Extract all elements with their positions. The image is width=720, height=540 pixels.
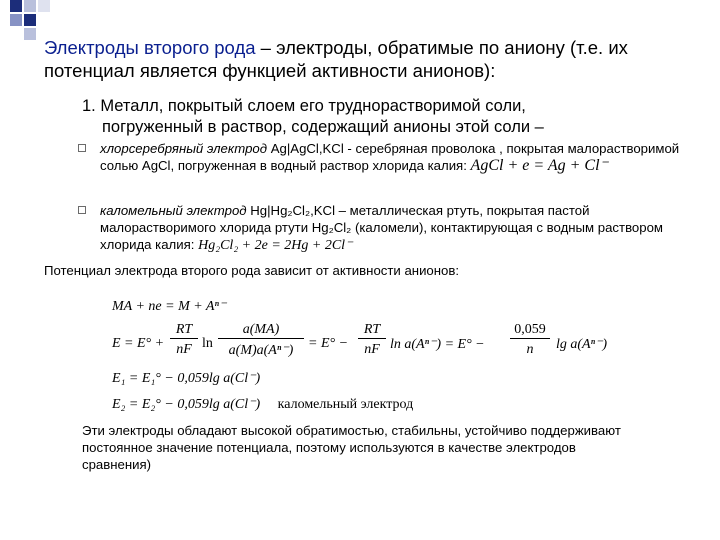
equation-calomel-label: каломельный электрод bbox=[277, 397, 414, 412]
electrode-name: каломельный электрод bbox=[100, 203, 247, 218]
decor-square bbox=[24, 28, 36, 40]
nernst-ln-2: ln a(Aⁿ⁻) = E° − bbox=[390, 337, 485, 352]
nernst-ln: ln bbox=[202, 336, 213, 351]
nernst-denominator: a(M)a(Aⁿ⁻) bbox=[228, 343, 294, 358]
decor-square bbox=[24, 0, 36, 12]
bullet-calomel bbox=[78, 202, 698, 254]
equation-calomel bbox=[112, 396, 413, 413]
nernst-lhs: E = E° + bbox=[112, 336, 165, 351]
nernst-coefficient: 0,059 bbox=[510, 322, 550, 339]
decor-square bbox=[10, 14, 22, 26]
equation-calomel-text: E₂ = E₂° − 0,059lg a(Cl⁻) bbox=[112, 397, 261, 412]
electrode-formula: Ag|AgCl,KCl bbox=[267, 141, 344, 156]
electrode-desc: – металлическая ртуть, покрытая пастой малорастворимого хлорида ртути Hg₂Cl₂ (каломели), контактирующая с водным раствором хлорида калия: bbox=[100, 203, 663, 252]
title-term: Электроды второго рода bbox=[44, 37, 256, 58]
reaction-equation: Hg₂Cl₂ + 2e = 2Hg + 2Cl⁻ bbox=[198, 238, 353, 253]
conclusion-text: Эти электроды обладают высокой обратимостью, стабильны, устойчиво поддерживают постоянное значение потенциала, поэтому используются в качестве электродов сравнения) bbox=[82, 423, 621, 472]
square-bullet-icon bbox=[78, 206, 86, 214]
nernst-numerator: a(MA) bbox=[218, 322, 304, 339]
electrode-name: хлорсеребряный электрод bbox=[100, 141, 268, 156]
point-1-line1: 1. Металл, покрытый слоем его труднорастворимой соли, bbox=[82, 97, 526, 115]
point-1-line2: погруженный в раствор, содержащий анионы этой соли – bbox=[102, 118, 544, 136]
decor-square bbox=[24, 14, 36, 26]
reaction-equation: AgCl + e = Ag + Cl⁻ bbox=[470, 157, 608, 174]
slide-title bbox=[44, 36, 704, 82]
nernst-nf-2: nF bbox=[364, 342, 380, 357]
potential-text: Потенциал электрода второго рода зависит от активности анионов: bbox=[44, 263, 460, 278]
equation-silver-chloride: E₁ = E₁° − 0,059lg a(Cl⁻) bbox=[112, 371, 261, 386]
decor-square bbox=[38, 0, 50, 12]
equation-nernst bbox=[112, 322, 632, 366]
electrode-desc: - серебряная проволока , покрытая малорастворимой солью AgCl, погруженная в водный раствор хлорида калия: bbox=[100, 141, 680, 173]
equation-reaction: MA + ne = M + Aⁿ⁻ bbox=[112, 299, 227, 314]
electrode-formula: Hg|Hg₂Cl₂,KCl bbox=[246, 203, 336, 218]
point-1 bbox=[82, 96, 702, 138]
bullet-silver-chloride bbox=[78, 140, 698, 174]
nernst-end: lg a(Aⁿ⁻) bbox=[556, 337, 608, 352]
title-rest: – электроды, обратимые по аниону (т.е. их потенциал является функцией активности анионов): bbox=[44, 37, 628, 81]
nernst-rt: RT bbox=[170, 322, 198, 339]
nernst-mid: = E° − bbox=[308, 336, 349, 351]
nernst-nf: nF bbox=[176, 342, 192, 357]
nernst-rt-2: RT bbox=[358, 322, 386, 339]
square-bullet-icon bbox=[78, 144, 86, 152]
corner-decoration bbox=[0, 0, 70, 40]
decor-square bbox=[10, 0, 22, 12]
nernst-n: n bbox=[526, 342, 534, 357]
